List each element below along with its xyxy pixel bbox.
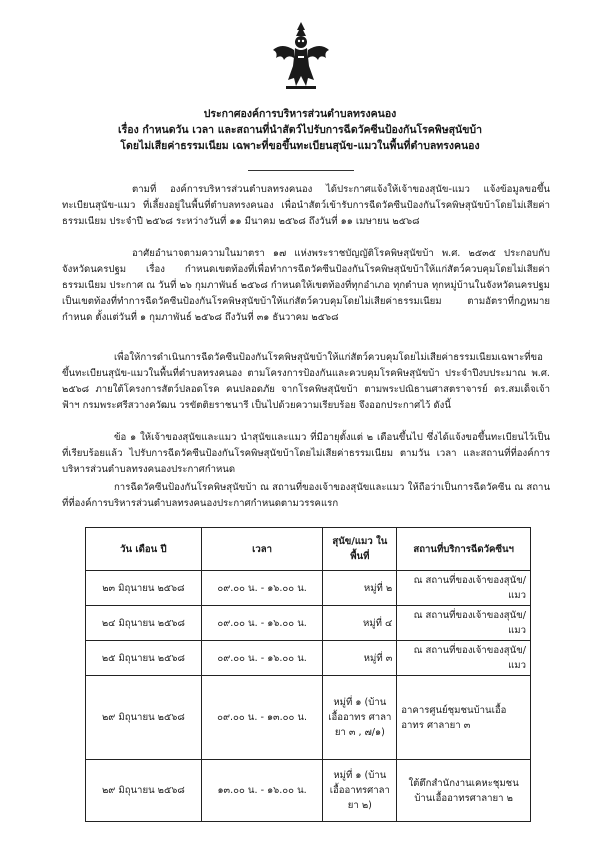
cell-date: ๒๓ มิถุนายน ๒๕๖๘ [86, 571, 202, 606]
table-row [86, 606, 531, 641]
cell-area: หมู่ที่ ๔ [323, 606, 397, 641]
cell-location: อาคารศูนย์ชุมชนบ้านเอื้ออาทร ศาลายา ๓ [397, 676, 531, 760]
cell-area: หมู่ที่ ๒ [323, 571, 397, 606]
cell-location: ณ สถานที่ของเจ้าของสุนัข/แมว [397, 571, 531, 606]
paragraph-5 [62, 480, 550, 512]
cell-date: ๒๕ มิถุนายน ๒๕๖๘ [86, 641, 202, 676]
header-location: สถานที่บริการฉีดวัคซีนฯ [397, 528, 531, 571]
vaccination-schedule-table [85, 527, 531, 822]
header-area: สุนัข/แมว ในพื้นที่ [323, 528, 397, 571]
header-date: วัน เดือน ปี [86, 528, 202, 571]
cell-time: ๐๙.๐๐ น. - ๑๓.๐๐ น. [201, 676, 323, 760]
cell-date: ๒๙ มิถุนายน ๒๕๖๘ [86, 676, 202, 760]
cell-date: ๒๔ มิถุนายน ๒๕๖๘ [86, 606, 202, 641]
cell-time: ๑๓.๐๐ น. - ๑๖.๐๐ น. [201, 760, 323, 822]
paragraph-3-text: เพื่อให้การดำเนินการฉีดวัคซีนป้องกันโรคพิษสุนัขบ้าให้แก่สัตว์ควบคุมโดยไม่เสียค่าธรรมเนียมเฉพาะที่ขอขึ้นทะเบียนสุนัข-แมวในพื้นที่ตำบลทรงคนอง ตามโครงการป้องกันและควบคุมโรคพิษสุนัขบ้า ประจำปีงบประมาณ พ.ศ. ๒๕๖๘ ภายใต้โครงการสัตว์ปลอดโรค คนปลอดภัย จากโรคพิษสุนัขบ้า ตามพระปณิธานศาสตราจารย์ ดร.สมเด็จเจ้าฟ้าฯ กรมพระศรีสวางควัฒน วรขัตติยราชนารี เป็นไปด้วยความเรียบร้อย จึงออกประกาศไว้ ดังนี้ [62, 352, 550, 411]
paragraph-1-text: ตามที่ องค์การบริหารส่วนตำบลทรงคนอง ได้ประกาศแจ้งให้เจ้าของสุนัข-แมว แจ้งข้อมูลขอขึ้นทะเบียนสุนัข-แมว ที่เลี้ยงอยู่ในพื้นที่ตำบลทรงคนอง เพื่อนำสัตว์เข้ารับการฉีดวัคซีนป้องกันโรคพิษสุนัขบ้าโดยไม่เสียค่าธรรมเนียม ประจำปี ๒๕๖๘ ระหว่างวันที่ ๑๑ มีนาคม ๒๕๖๘ ถึงวันที่ ๑๑ เมษายน ๒๕๖๘ [62, 184, 550, 227]
paragraph-1 [62, 182, 550, 230]
paragraph-2-text: อาศัยอำนาจตามความในมาตรา ๑๗ แห่งพระราชบัญญัติโรคพิษสุนัขบ้า พ.ศ. ๒๕๓๕ ประกอบกับจังหวัดนครปฐม เรื่อง กำหนดเขตท้องที่เพื่อทำการฉีดวัคซีนป้องกันโรคพิษสุนัขบ้าให้แก่สัตว์ควบคุมโดยไม่เสียค่าธรรมเนียม ประกาศ ณ วันที่ ๒๖ กุมภาพันธ์ ๒๕๖๘ กำหนดให้เขตท้องที่ทุกอำเภอ ทุกตำบล ทุกหมู่บ้านในจังหวัดนครปฐม เป็นเขตท้องที่ทำการฉีดวัคซีนป้องกันโรคพิษสุนัขบ้าให้แก่สัตว์ควบคุมโดยไม่เสียค่าธรรมเนียม ตามอัตราที่กฎหมายกำหนด ตั้งแต่วันที่ ๑ กุมภาพันธ์ ๒๕๖๘ ถึงวันที่ ๓๑ ธันวาคม ๒๕๖๘ [62, 248, 550, 323]
title-divider [248, 170, 354, 171]
paragraph-4 [62, 430, 550, 478]
announcement-subject-cont: โดยไม่เสียค่าธรรมเนียม เฉพาะที่ขอขึ้นทะเบียนสุนัข-แมวในพื้นที่ตำบลทรงคนอง [120, 140, 480, 152]
paragraph-3 [62, 350, 550, 414]
paragraph-2 [62, 246, 550, 326]
table-row [86, 676, 531, 760]
cell-location: ณ สถานที่ของเจ้าของสุนัข/แมว [397, 641, 531, 676]
paragraph-5-text: การฉีดวัคซีนป้องกันโรคพิษสุนัขบ้า ณ สถานที่ของเจ้าของสุนัขและแมว ให้ถือว่าเป็นการฉีดวัคซีน ณ สถานที่ที่องค์การบริหารส่วนตำบลทรงคนองประกาศกำหนดตามวรรคแรก [62, 482, 550, 509]
table-row [86, 641, 531, 676]
cell-time: ๐๙.๐๐ น. - ๑๖.๐๐ น. [201, 571, 323, 606]
cell-area: หมู่ที่ ๑ (บ้านเอื้ออาทร ศาลายา ๓ , ๗/๑) [323, 676, 397, 760]
table-row [86, 760, 531, 822]
paragraph-4-text: ข้อ ๑ ให้เจ้าของสุนัขและแมว นำสุนัขและแมว ที่มีอายุตั้งแต่ ๒ เดือนขึ้นไป ซึ่งได้แจ้งขอขึ้นทะเบียนไว้เป็นที่เรียบร้อยแล้ว ไปรับการฉีดวัคซีนป้องกันโรคพิษสุนัขบ้าโดยไม่เสียค่าธรรมเนียม ตามวัน เวลา และสถานที่ที่องค์การบริหารส่วนตำบลทรงคนองประกาศกำหนด [62, 432, 550, 475]
cell-time: ๐๙.๐๐ น. - ๑๖.๐๐ น. [201, 606, 323, 641]
table-header-row [86, 528, 531, 571]
cell-area: หมู่ที่ ๓ [323, 641, 397, 676]
cell-location: ใต้ตึกสำนักงานเคหะชุมชน บ้านเอื้ออาทรศาลายา ๒ [397, 760, 531, 822]
table-row [86, 571, 531, 606]
announcement-subject: เรื่อง กำหนดวัน เวลา และสถานที่นำสัตว์ไปรับการฉีดวัคซีนป้องกันโรคพิษสุนัขบ้า [118, 124, 482, 136]
cell-area: หมู่ที่ ๑ (บ้านเอื้ออาทรศาลายา ๒) [323, 760, 397, 822]
cell-time: ๐๙.๐๐ น. - ๑๖.๐๐ น. [201, 641, 323, 676]
cell-date: ๒๙ มิถุนายน ๒๕๖๘ [86, 760, 202, 822]
header-time: เวลา [201, 528, 323, 571]
garuda-emblem-icon [270, 20, 332, 92]
announcement-title: ประกาศองค์การบริหารส่วนตำบลทรงคนอง [203, 108, 397, 120]
cell-location: ณ สถานที่ของเจ้าของสุนัข/แมว [397, 606, 531, 641]
